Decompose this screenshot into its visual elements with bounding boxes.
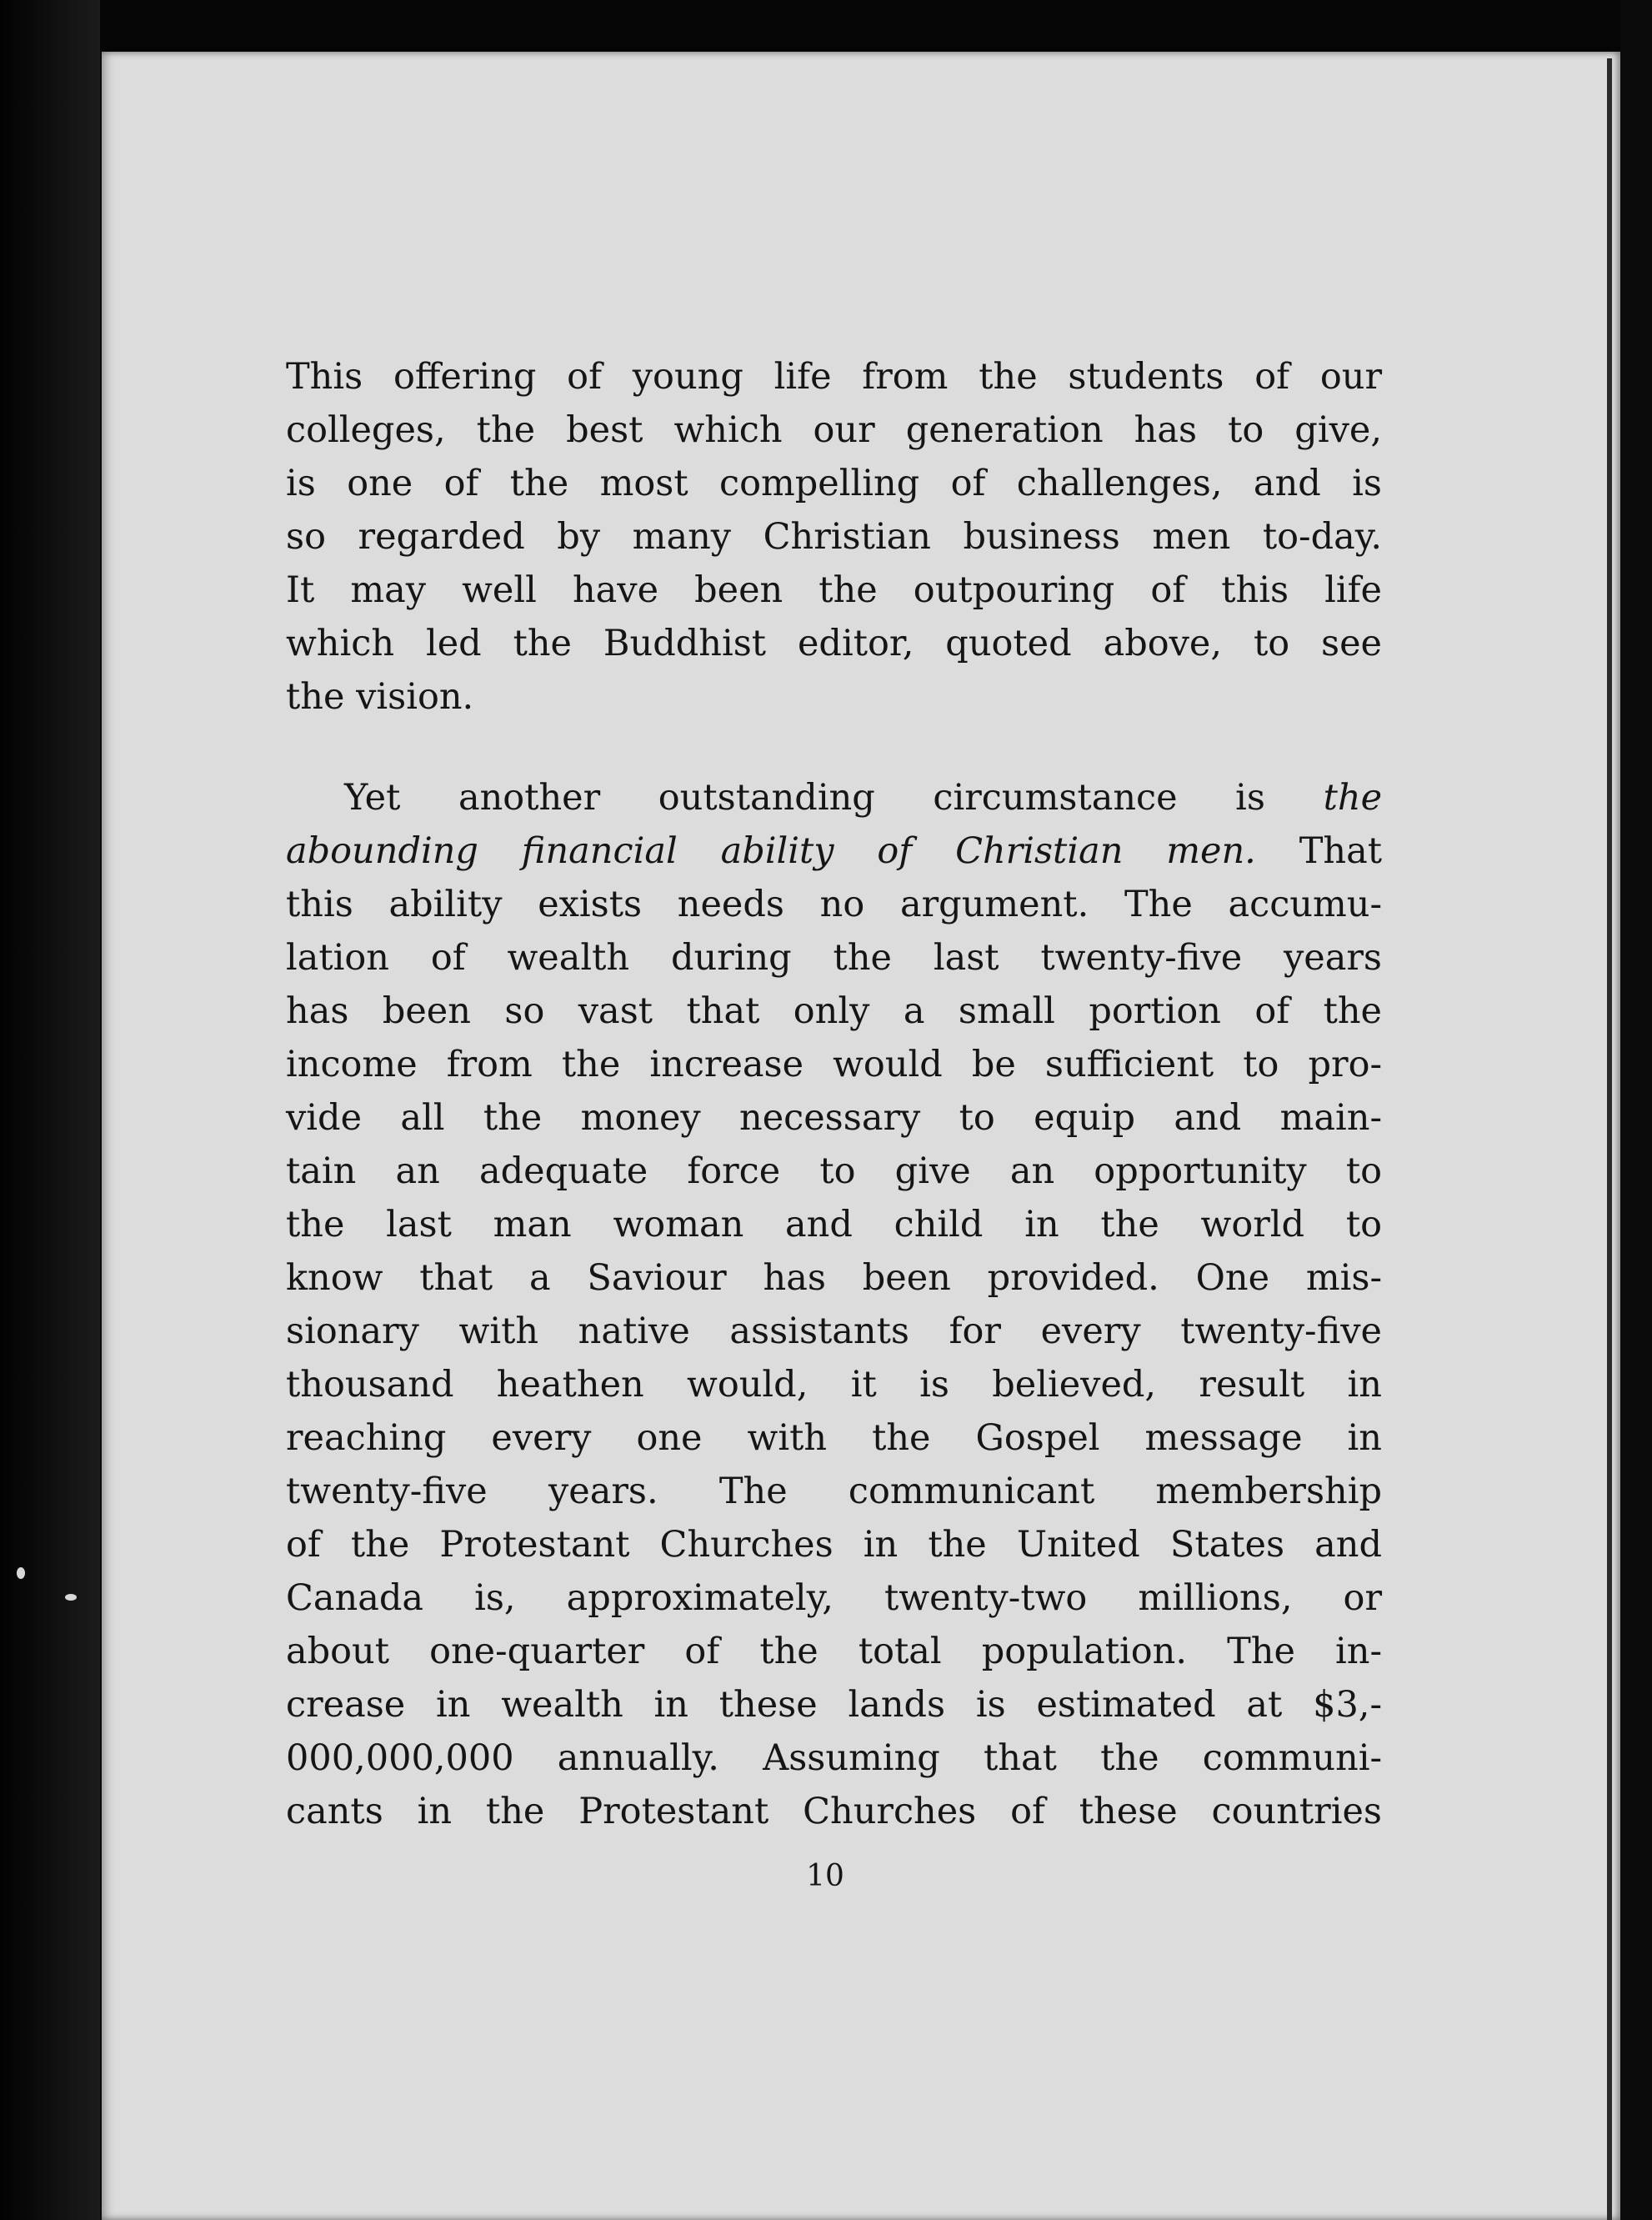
scan-top-border [0, 0, 1652, 52]
paragraph-1 [286, 350, 1382, 724]
scan-speck [17, 1567, 25, 1579]
text-line: twenty-five years. The communicant membership [286, 1471, 1382, 1512]
page-number: 10 [806, 1859, 844, 1893]
paragraph-2 [286, 771, 1382, 1838]
text-line: this ability exists needs no argument. The accumu- [286, 884, 1382, 925]
text-line: income from the increase would be sufficient to pro- [286, 1044, 1382, 1085]
text-line: thousand heathen would, it is believed, result in [286, 1364, 1382, 1406]
text-line: about one-quarter of the total population. The in- [286, 1631, 1382, 1672]
text-line: vide all the money necessary to equip and main- [286, 1097, 1382, 1139]
page-edge-line [1607, 58, 1612, 2220]
text-line: the last man woman and child in the world to [286, 1204, 1382, 1245]
italic-run: the [1323, 777, 1383, 819]
scan-left-border [0, 0, 100, 2220]
text-line: know that a Saviour has been provided. One mis- [286, 1257, 1382, 1299]
text-line: is one of the most compelling of challenges, and is [286, 463, 1382, 504]
text-line [286, 824, 1382, 878]
scan-speck [65, 1594, 77, 1601]
text-line: of the Protestant Churches in the United States and [286, 1524, 1382, 1566]
text-line: crease in wealth in these lands is estimated at $3,- [286, 1684, 1382, 1726]
text-line [286, 771, 1382, 824]
italic-run: abounding financial ability of Christian men. [286, 830, 1256, 872]
text-line: has been so vast that only a small portion of the [286, 990, 1382, 1032]
text-line: sionary with native assistants for every twenty-five [286, 1310, 1382, 1352]
text-line: so regarded by many Christian business men to-day. [286, 516, 1382, 558]
text-run: Yet another outstanding circumstance is [344, 777, 1265, 819]
text-line: the vision. [286, 676, 474, 718]
text-line: lation of wealth during the last twenty-five years [286, 937, 1382, 979]
text-line: Canada is, approximately, twenty-two millions, or [286, 1577, 1382, 1619]
text-line: colleges, the best which our generation has to give, [286, 409, 1382, 451]
text-line: which led the Buddhist editor, quoted above, to see [286, 623, 1382, 664]
text-line: cants in the Protestant Churches of these countries [286, 1791, 1382, 1832]
text-line: 000,000,000 annually. Assuming that the communi- [286, 1737, 1382, 1779]
text-run: That [1299, 830, 1382, 872]
text-line: This offering of young life from the students of our [286, 356, 1382, 398]
text-line: reaching every one with the Gospel message in [286, 1417, 1382, 1459]
scan-right-border [1620, 0, 1652, 2220]
text-line: tain an adequate force to give an opportunity to [286, 1150, 1382, 1192]
text-line: It may well have been the outpouring of this life [286, 569, 1382, 611]
